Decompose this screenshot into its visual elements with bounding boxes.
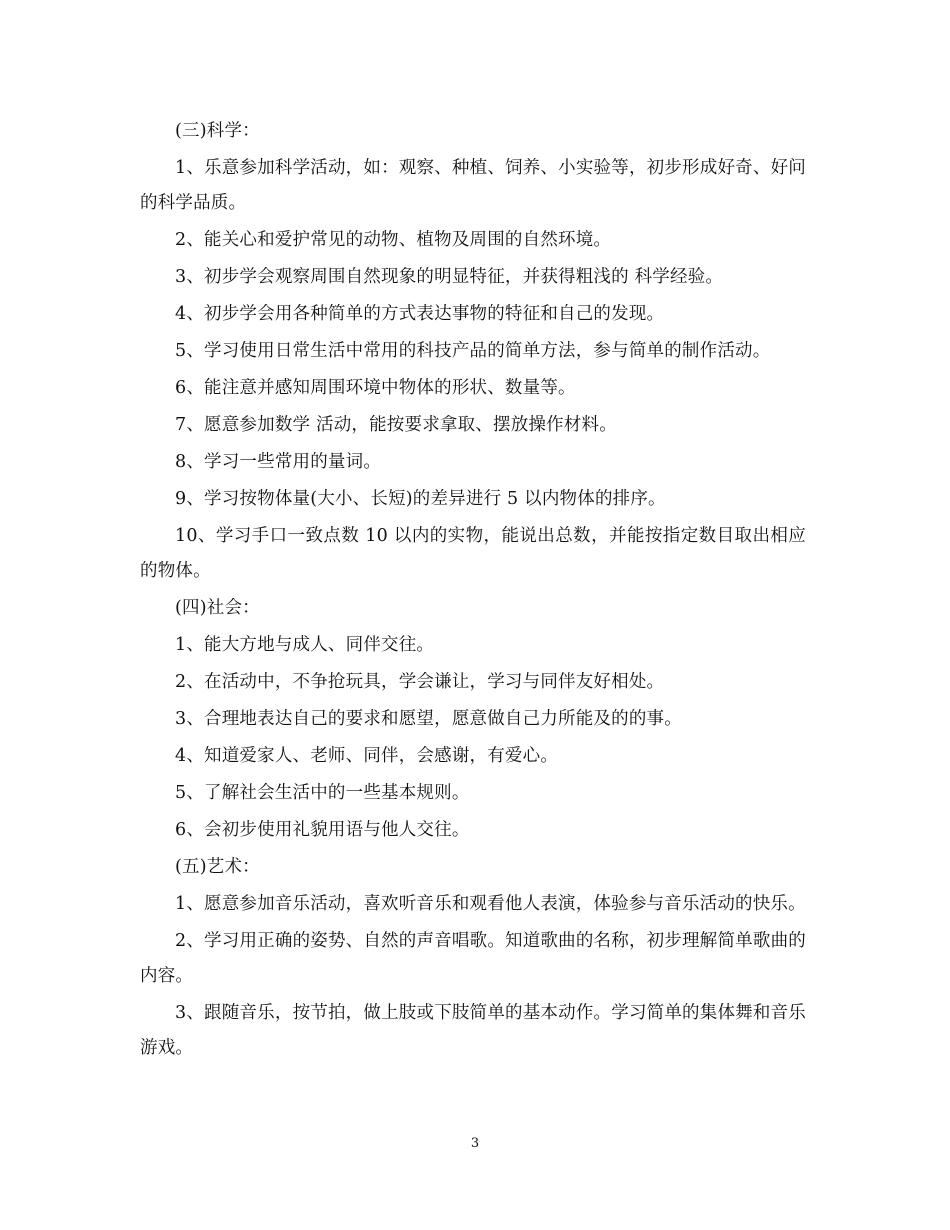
paragraph: 3、初步学会观察周围自然现象的明显特征，并获得粗浅的 科学经验。	[175, 267, 724, 287]
paragraph: 8、学习一些常用的量词。	[175, 452, 382, 472]
paragraph: 6、会初步使用礼貌用语与他人交往。	[175, 820, 470, 840]
paragraph: 2、能关心和爱护常见的动物、植物及周围的自然环境。	[175, 230, 612, 250]
paragraph: 2、学习用正确的姿势、自然的声音唱歌。知道歌曲的名称，初步理解简单歌曲的内容。	[140, 931, 806, 986]
section-heading-society: (四)社会：	[175, 598, 260, 618]
paragraph: 3、跟随音乐，按节拍，做上肢或下肢简单的基本动作。学习简单的集体舞和音乐游戏。	[140, 1003, 806, 1058]
paragraph: 5、了解社会生活中的一些基本规则。	[175, 783, 470, 803]
section-heading-art: (五)艺术：	[175, 857, 260, 877]
section-heading-science: (三)科学：	[175, 121, 260, 141]
paragraph: 1、愿意参加音乐活动，喜欢听音乐和观看他人表演，体验参与音乐活动的快乐。	[175, 894, 806, 914]
paragraph: 10、学习手口一致点数 10 以内的实物，能说出总数，并能按指定数目取出相应的物体。	[140, 526, 806, 581]
paragraph: 5、学习使用日常生活中常用的科技产品的简单方法，参与简单的制作活动。	[175, 341, 771, 361]
paragraph: 7、愿意参加数学 活动，能按要求拿取、摆放操作材料。	[175, 415, 617, 435]
document-body	[140, 114, 806, 1068]
paragraph: 1、能大方地与成人、同伴交往。	[175, 635, 435, 655]
paragraph: 3、合理地表达自己的要求和愿望，愿意做自己力所能及的的事。	[175, 709, 682, 729]
paragraph: 4、初步学会用各种简单的方式表达事物的特征和自己的发现。	[175, 304, 665, 324]
paragraph: 6、能注意并感知周围环境中物体的形状、数量等。	[175, 378, 576, 398]
paragraph: 2、在活动中，不争抢玩具，学会谦让，学习与同伴友好相处。	[175, 672, 665, 692]
paragraph: 9、学习按物体量(大小、长短)的差异进行 5 以内物体的排序。	[175, 489, 666, 509]
paragraph: 1、乐意参加科学活动，如：观察、种植、饲养、小实验等，初步形成好奇、好问的科学品质。	[140, 158, 806, 213]
page-number: 3	[470, 1136, 480, 1151]
paragraph: 4、知道爱家人、老师、同伴，会感谢，有爱心。	[175, 746, 559, 766]
